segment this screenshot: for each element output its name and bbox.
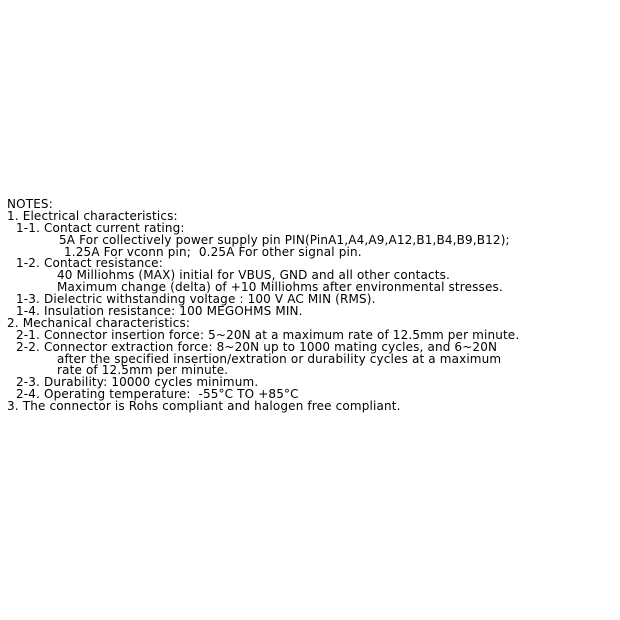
notes-heading: NOTES: [7,197,53,211]
item-1-2-detail-2: Maximum change (delta) of +10 Milliohms after environmental stresses. [57,280,503,295]
item-1-2-detail-1: 40 Milliohms (MAX) initial for VBUS, GND and all other contacts. [57,268,450,283]
notes-block [7,199,617,413]
section-mechanical: 2. Mechanical characteristics: [7,315,191,330]
item-2-2: 2-2. Connector extraction force: 8~20N up to 1000 mating cycles, and 6~20N [16,339,498,354]
item-1-3: 1-3. Dielectric withstanding voltage : 100 V AC MIN (RMS). [16,292,376,307]
item-2-2-detail-2: rate of 12.5mm per minute. [57,363,229,378]
item-1-2: 1-2. Contact resistance: [16,256,163,271]
item-2-2-detail-1: after the specified insertion/extration or durability cycles at a maximum [57,351,502,366]
item-1-4: 1-4. Insulation resistance: 100 MEGOHMS MIN. [16,304,303,319]
item-2-4: 2-4. Operating temperature: -55°C TO +85°C [16,387,299,402]
item-1-1: 1-1. Contact current rating: [16,220,185,235]
section-compliance: 3. The connector is Rohs compliant and halogen free compliant. [7,399,401,414]
item-1-1-detail-1: 5A For collectively power supply pin PIN(PinA1,A4,A9,A12,B1,B4,B9,B12); [59,232,510,247]
section-electrical: 1. Electrical characteristics: [7,208,178,223]
item-1-1-detail-2: 1.25A For vconn pin; 0.25A For other signal pin. [64,244,362,259]
item-2-1: 2-1. Connector insertion force: 5~20N at a maximum rate of 12.5mm per minute. [16,327,520,342]
item-2-3: 2-3. Durability: 10000 cycles minimum. [16,375,259,390]
